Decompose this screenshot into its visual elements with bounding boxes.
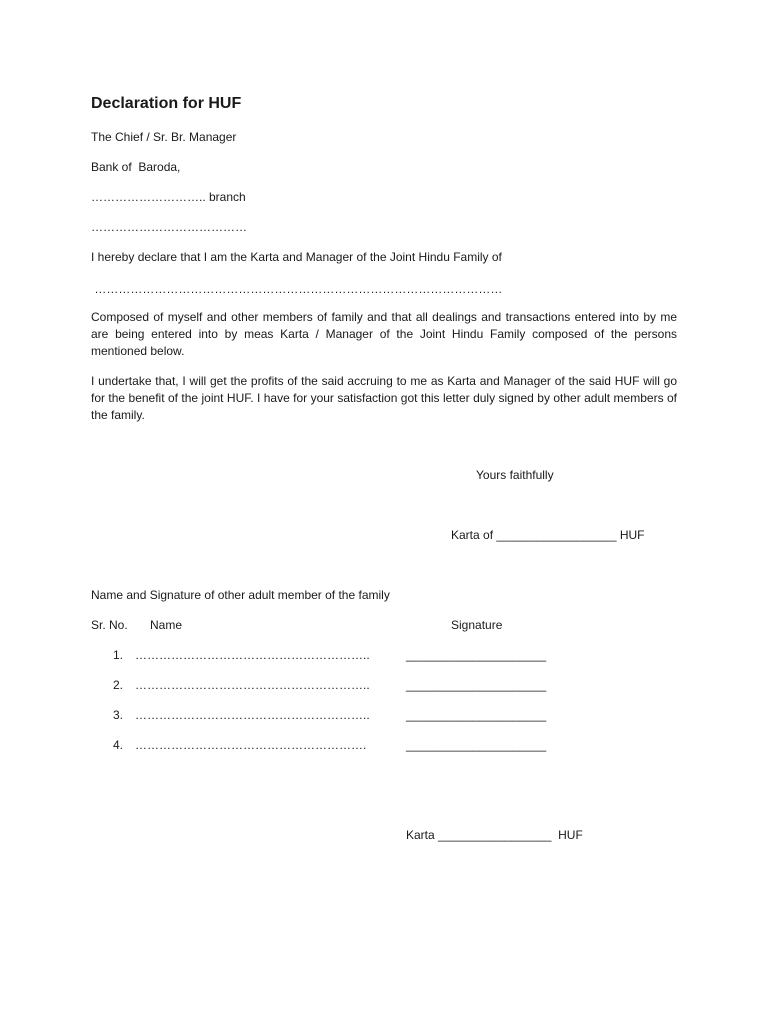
closing-yours-faithfully: Yours faithfully (476, 468, 554, 482)
addressee-line-2: Bank of Baroda, (91, 160, 181, 174)
declaration-paragraph-2: I undertake that, I will get the profits of the said accruing to me as Karta and Manager of the said HUF will go for the benefit of the joint HUF. I have for your satisfaction got this letter duly signed by other adult members of the family. (91, 374, 677, 422)
final-karta-signature-line: Karta _________________ HUF (406, 828, 583, 842)
header-name: Name (150, 618, 183, 632)
header-signature: Signature (451, 618, 503, 632)
family-name-blank: ………………………………………………………………………………………… (91, 282, 503, 296)
member-signature-blank: _____________________ (406, 678, 547, 692)
member-number: 3. (113, 708, 124, 722)
member-name-blank: ………………………………………………….. (135, 678, 370, 692)
addressee-blank-line: ………………………………… (91, 220, 247, 234)
document-title: Declaration for HUF (91, 95, 242, 112)
declaration-paragraph-1: Composed of myself and other members of family and that all dealings and transactions entered into by me are being entered into by meas Karta / Manager of the Joint Hindu Family composed of the persons mentioned below. (91, 310, 677, 358)
header-sr-no: Sr. No. (91, 618, 128, 632)
member-name-blank: …………………………………………………. (135, 738, 367, 752)
addressee-line-1: The Chief / Sr. Br. Manager (91, 130, 237, 144)
member-name-blank: ………………………………………………….. (135, 708, 370, 722)
declaration-intro: I hereby declare that I am the Karta and Manager of the Joint Hindu Family of (91, 250, 502, 264)
member-number: 2. (113, 678, 124, 692)
member-signature-blank: _____________________ (406, 738, 547, 752)
member-number: 1. (113, 648, 124, 662)
member-name-blank: ………………………………………………….. (135, 648, 370, 662)
karta-signature-line: Karta of __________________ HUF (451, 528, 645, 542)
addressee-branch-line: ……………………….. branch (91, 190, 246, 204)
member-number: 4. (113, 738, 124, 752)
member-signature-blank: _____________________ (406, 648, 547, 662)
members-heading: Name and Signature of other adult member of the family (91, 588, 390, 602)
member-signature-blank: _____________________ (406, 708, 547, 722)
